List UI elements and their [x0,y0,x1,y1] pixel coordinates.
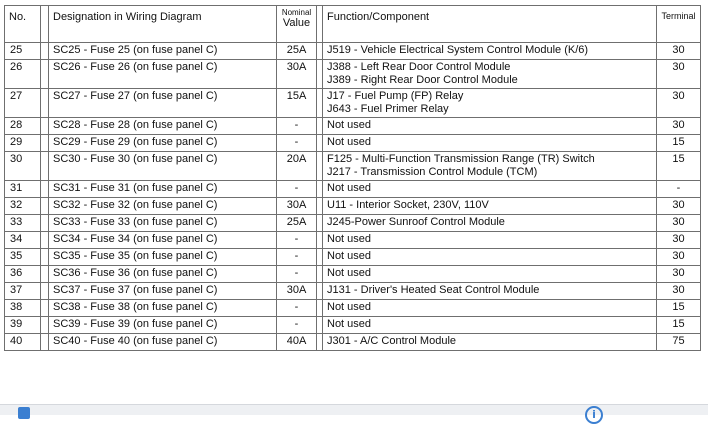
column-spacer [41,266,49,283]
row-function [323,89,657,118]
function-line: Not used [327,267,372,279]
function-line: Not used [327,250,372,262]
row-terminal: 15 [657,300,701,317]
row-terminal: 15 [657,135,701,152]
row-number: 37 [5,283,41,300]
row-function [323,317,657,334]
function-line: Not used [327,301,372,313]
column-spacer [41,300,49,317]
column-spacer [41,135,49,152]
table-row [5,135,701,152]
row-nominal-value: 15A [277,89,317,118]
header-no: No. [5,6,41,43]
column-spacer [41,181,49,198]
row-nominal-value: - [277,249,317,266]
function-line: J388 - Left Rear Door Control Module [327,61,511,73]
row-function [323,181,657,198]
column-spacer [41,283,49,300]
row-nominal-value: 30A [277,60,317,89]
row-function [323,334,657,351]
function-line: J643 - Fuel Primer Relay [327,103,449,115]
header-nominal-value [277,6,317,43]
function-line: J131 - Driver's Heated Seat Control Module [327,284,540,296]
column-spacer [41,198,49,215]
function-line: F125 - Multi-Function Transmission Range (TR) Switch [327,153,595,165]
column-spacer [41,317,49,334]
table-row [5,249,701,266]
row-nominal-value: - [277,181,317,198]
function-line: J245-Power Sunroof Control Module [327,216,505,228]
row-terminal: 15 [657,152,701,181]
row-number: 34 [5,232,41,249]
bottom-toolbar [0,404,708,421]
row-number: 29 [5,135,41,152]
function-line: Not used [327,318,372,330]
row-function [323,118,657,135]
table-row [5,118,701,135]
function-line: J389 - Right Rear Door Control Module [327,74,518,86]
row-terminal: 30 [657,283,701,300]
row-number: 28 [5,118,41,135]
row-number: 33 [5,215,41,232]
column-spacer [41,334,49,351]
table-row [5,215,701,232]
row-number: 31 [5,181,41,198]
function-line: J217 - Transmission Control Module (TCM) [327,166,538,178]
fuse-table [4,5,701,351]
table-row [5,152,701,181]
table-row [5,317,701,334]
row-function [323,266,657,283]
row-function [323,152,657,181]
row-terminal: 30 [657,89,701,118]
table-row [5,43,701,60]
row-nominal-value: 25A [277,43,317,60]
row-terminal: 75 [657,334,701,351]
row-nominal-value: 25A [277,215,317,232]
row-number: 38 [5,300,41,317]
row-terminal: - [657,181,701,198]
column-spacer [41,60,49,89]
header-nominal-top: Nominal [281,8,312,17]
function-line: J17 - Fuel Pump (FP) Relay [327,90,464,102]
row-designation: SC33 - Fuse 33 (on fuse panel C) [49,215,277,232]
row-function [323,43,657,60]
row-designation: SC29 - Fuse 29 (on fuse panel C) [49,135,277,152]
table-row [5,181,701,198]
fuse-table-container [4,5,704,351]
row-designation: SC37 - Fuse 37 (on fuse panel C) [49,283,277,300]
edit-icon[interactable] [18,407,30,419]
row-number: 30 [5,152,41,181]
row-designation: SC30 - Fuse 30 (on fuse panel C) [49,152,277,181]
header-terminal: Terminal [657,6,701,43]
row-designation: SC35 - Fuse 35 (on fuse panel C) [49,249,277,266]
row-designation: SC39 - Fuse 39 (on fuse panel C) [49,317,277,334]
column-spacer [41,215,49,232]
row-nominal-value: - [277,300,317,317]
row-function [323,249,657,266]
row-terminal: 30 [657,198,701,215]
function-line: Not used [327,233,372,245]
row-designation: SC25 - Fuse 25 (on fuse panel C) [49,43,277,60]
table-header-row [5,6,701,43]
row-number: 36 [5,266,41,283]
row-nominal-value: - [277,266,317,283]
row-terminal: 30 [657,215,701,232]
row-number: 35 [5,249,41,266]
row-nominal-value: 30A [277,283,317,300]
row-terminal: 15 [657,317,701,334]
row-function [323,232,657,249]
row-nominal-value: - [277,317,317,334]
column-spacer [41,6,49,43]
function-line: U11 - Interior Socket, 230V, 110V [327,199,489,211]
column-spacer [41,232,49,249]
row-nominal-value: - [277,118,317,135]
row-designation: SC40 - Fuse 40 (on fuse panel C) [49,334,277,351]
row-function [323,135,657,152]
row-terminal: 30 [657,43,701,60]
row-function [323,283,657,300]
row-nominal-value: 30A [277,198,317,215]
row-function [323,198,657,215]
row-function [323,300,657,317]
row-function [323,215,657,232]
row-designation: SC32 - Fuse 32 (on fuse panel C) [49,198,277,215]
table-row [5,266,701,283]
row-designation: SC28 - Fuse 28 (on fuse panel C) [49,118,277,135]
row-number: 27 [5,89,41,118]
column-spacer [41,249,49,266]
row-nominal-value: - [277,232,317,249]
row-designation: SC38 - Fuse 38 (on fuse panel C) [49,300,277,317]
row-number: 26 [5,60,41,89]
row-number: 32 [5,198,41,215]
row-terminal: 30 [657,118,701,135]
row-terminal: 30 [657,266,701,283]
table-row [5,60,701,89]
header-designation: Designation in Wiring Diagram [49,6,277,43]
row-designation: SC31 - Fuse 31 (on fuse panel C) [49,181,277,198]
row-designation: SC36 - Fuse 36 (on fuse panel C) [49,266,277,283]
table-row [5,300,701,317]
column-spacer [41,118,49,135]
function-line: J519 - Vehicle Electrical System Control Module (K/6) [327,44,589,56]
function-line: Not used [327,136,372,148]
row-terminal: 30 [657,60,701,89]
table-row [5,198,701,215]
row-nominal-value: - [277,135,317,152]
header-function: Function/Component [323,6,657,43]
row-terminal: 30 [657,232,701,249]
table-row [5,89,701,118]
row-designation: SC26 - Fuse 26 (on fuse panel C) [49,60,277,89]
function-line: Not used [327,182,372,194]
row-nominal-value: 40A [277,334,317,351]
table-row [5,334,701,351]
table-body [5,43,701,351]
function-line: Not used [327,119,372,131]
function-line: J301 - A/C Control Module [327,335,457,347]
table-row [5,283,701,300]
row-designation: SC27 - Fuse 27 (on fuse panel C) [49,89,277,118]
column-spacer [41,43,49,60]
row-function [323,60,657,89]
table-row [5,232,701,249]
header-nominal-bottom: Value [282,17,311,29]
column-spacer [41,152,49,181]
column-spacer [41,89,49,118]
row-number: 39 [5,317,41,334]
row-number: 40 [5,334,41,351]
row-terminal: 30 [657,249,701,266]
row-number: 25 [5,43,41,60]
row-designation: SC34 - Fuse 34 (on fuse panel C) [49,232,277,249]
info-icon[interactable]: i [585,406,603,424]
row-nominal-value: 20A [277,152,317,181]
